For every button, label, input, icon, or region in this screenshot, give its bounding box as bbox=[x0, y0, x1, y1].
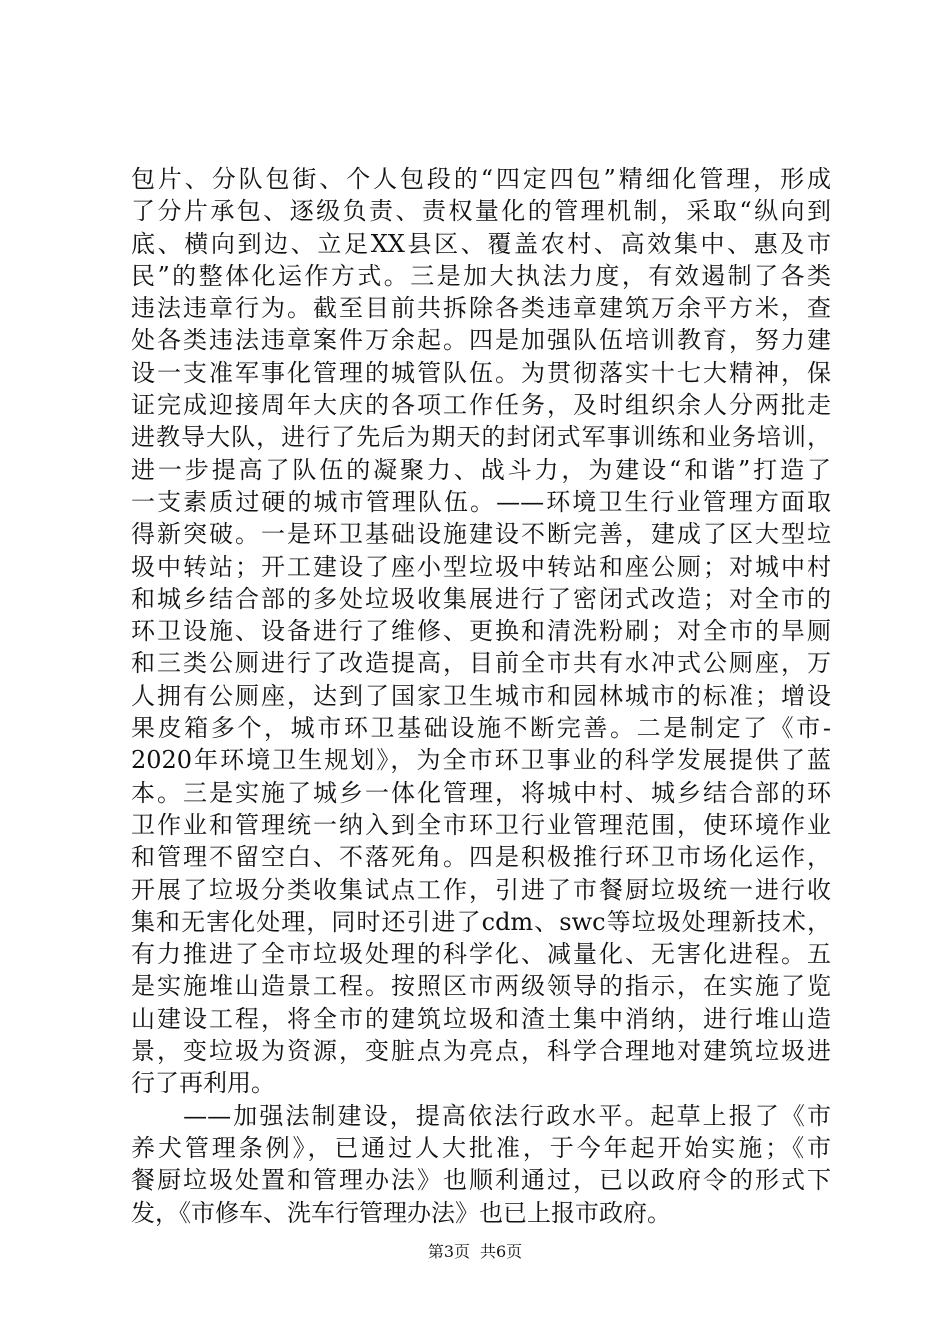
text-line: 得新突破。一是环卫基础设施建设不断完善，建成了区大型垃 bbox=[131, 520, 831, 549]
text-line: 和三类公厕进行了改造提高，目前全市共有水冲式公厕座，万 bbox=[131, 649, 831, 678]
text-line: 证完成迎接周年大庆的各项工作任务，及时组织余人分两批走 bbox=[131, 391, 831, 420]
text-line: 和城乡结合部的多处垃圾收集展进行了密闭式改造；对全市的 bbox=[131, 584, 831, 613]
text-line: 圾中转站；开工建设了座小型垃圾中转站和座公厕；对城中村 bbox=[131, 552, 831, 581]
text-line: 人拥有公厕座，达到了国家卫生城市和园林城市的标准；增设 bbox=[131, 681, 831, 710]
text-line: 卫作业和管理统一纳入到全市环卫行业管理范围，使环境作业 bbox=[131, 810, 831, 839]
document-body bbox=[131, 163, 831, 1229]
text-line: 违法违章行为。截至目前共拆除各类违章建筑万余平方米，查 bbox=[131, 294, 831, 323]
text-line: 2020年环境卫生规划》，为全市环卫事业的科学发展提供了蓝 bbox=[131, 746, 831, 775]
text-line: 发，《市修车、洗车行管理办法》也已上报市政府。 bbox=[131, 1198, 671, 1227]
text-line: 开展了垃圾分类收集试点工作，引进了市餐厨垃圾统一进行收 bbox=[131, 875, 831, 904]
text-line: 景，变垃圾为资源，变脏点为亮点，科学合理地对建筑垃圾进 bbox=[131, 1037, 831, 1066]
text-line: 环卫设施、设备进行了维修、更换和清洗粉刷；对全市的旱厕 bbox=[131, 617, 831, 646]
text-line: 进一步提高了队伍的凝聚力、战斗力，为建设“和谐”打造了 bbox=[131, 455, 831, 484]
text-line: 有力推进了全市垃圾处理的科学化、减量化、无害化进程。五 bbox=[131, 940, 831, 969]
text-line: 是实施堆山造景工程。按照区市两级领导的指示，在实施了览 bbox=[131, 972, 831, 1001]
text-line: 和管理不留空白、不落死角。四是积极推行环卫市场化运作， bbox=[131, 843, 831, 872]
text-line: 养犬管理条例》，已通过人大批准，于今年起开始实施；《市 bbox=[131, 1133, 831, 1162]
text-line: 果皮箱多个，城市环卫基础设施不断完善。二是制定了《市- bbox=[131, 714, 831, 743]
total-pages: 共6页 bbox=[480, 1242, 523, 1261]
text-line: 了分片承包、逐级负责、责权量化的管理机制，采取“纵向到 bbox=[131, 197, 831, 226]
text-line: 处各类违法违章案件万余起。四是加强队伍培训教育，努力建 bbox=[131, 326, 831, 355]
text-line: 本。三是实施了城乡一体化管理，将城中村、城乡结合部的环 bbox=[131, 778, 831, 807]
text-line: 行了再利用。 bbox=[131, 1069, 275, 1098]
text-line: 集和无害化处理，同时还引进了cdm、swc等垃圾处理新技术， bbox=[131, 907, 831, 936]
text-line: 进教导大队，进行了先后为期天的封闭式军事训练和业务培训， bbox=[131, 423, 831, 452]
text-line: 设一支准军事化管理的城管队伍。为贯彻落实十七大精神，保 bbox=[131, 358, 831, 387]
text-line: 民”的整体化运作方式。三是加大执法力度，有效遏制了各类 bbox=[131, 261, 831, 290]
text-line: 餐厨垃圾处置和管理办法》也顺利通过，已以政府令的形式下 bbox=[131, 1166, 831, 1195]
text-line: 底、横向到边、立足XX县区、覆盖农村、高效集中、惠及市 bbox=[131, 229, 831, 258]
text-line: 山建设工程，将全市的建筑垃圾和渣土集中消纳，进行堆山造 bbox=[131, 1004, 831, 1033]
page-footer bbox=[0, 1242, 950, 1262]
text-line: 包片、分队包街、个人包段的“四定四包”精细化管理，形成 bbox=[131, 165, 831, 193]
text-line: ——加强法制建设，提高依法行政水平。起草上报了《市 bbox=[131, 1101, 831, 1130]
page-number: 第3页 bbox=[427, 1242, 470, 1261]
text-line: 一支素质过硬的城市管理队伍。——环境卫生行业管理方面取 bbox=[131, 487, 831, 516]
